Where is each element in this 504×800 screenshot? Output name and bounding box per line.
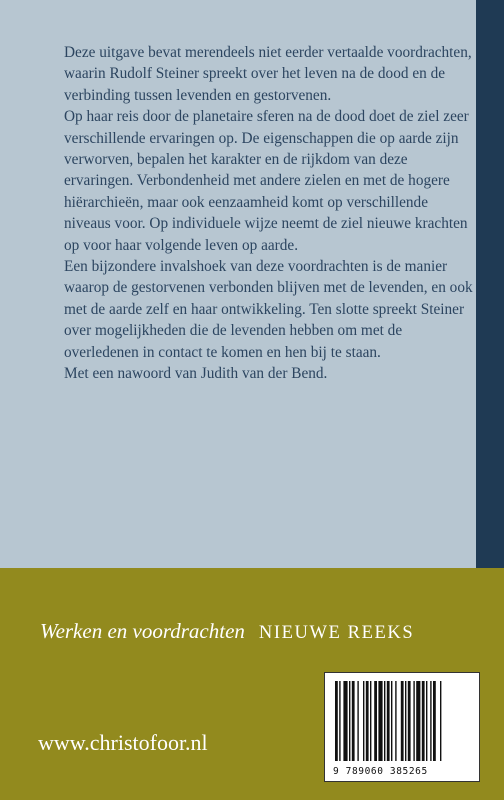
back-cover-blurb bbox=[64, 42, 476, 385]
series-name: NIEUWE REEKS bbox=[258, 623, 415, 643]
spine-strip bbox=[476, 0, 504, 568]
isbn-digits: 9 789060 385265 bbox=[333, 766, 428, 777]
publisher-website: www.christofoor.nl bbox=[38, 730, 208, 755]
barcode-bars-icon bbox=[335, 681, 471, 761]
blurb-paragraph: Met een nawoord van Judith van der Bend. bbox=[64, 365, 328, 383]
blurb-paragraph: Deze uitgave bevat merendeels niet eerder vertaalde voordrachten, waarin Rudolf Steiner spreekt over het leven na de dood en de verbinding tussen levenden en gestorvenen. bbox=[64, 44, 472, 104]
blurb-paragraph: Op haar reis door de planetaire sferen na de dood doet de ziel zeer verschillende ervaringen op. De eigenschappen die op aarde zijn verworven, bepalen het karakter en de rijkdom van deze ervaringen. Verbondenheid met andere zielen en met de hogere hiërarchieën, maar ook eenzaamheid komt op verschillende niveaus voor. Op individuele wijze neemt de ziel nieuwe krachten op voor haar volgende leven op aarde. bbox=[64, 108, 469, 254]
series-line bbox=[40, 619, 414, 644]
blurb-paragraph: Een bijzondere invalshoek van deze voordrachten is de manier waarop de gestorvenen verbonden blijven met de levenden, en ook met de aarde zelf en haar ontwikkeling. Ten slotte spreekt Steiner over mogelijkheden die de levenden hebben om met de overledenen in contact te komen en hen bij te staan. bbox=[64, 258, 473, 361]
series-title: Werken en voordrachten bbox=[40, 619, 245, 643]
barcode bbox=[324, 672, 480, 782]
